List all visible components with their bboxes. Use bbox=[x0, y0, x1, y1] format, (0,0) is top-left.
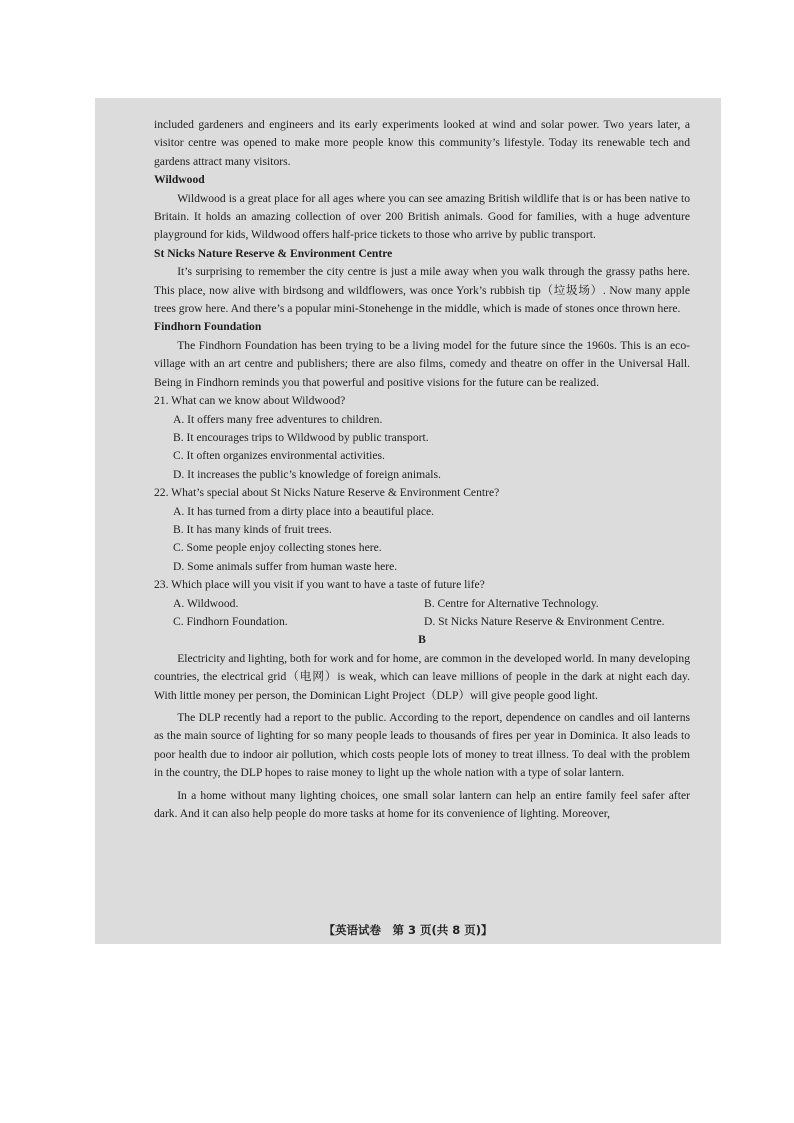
question-22-option-a: A. It has turned from a dirty place into a beautiful place. bbox=[173, 504, 435, 518]
page-footer: 【英语试卷 第 3 页(共 8 页)】 bbox=[323, 923, 493, 937]
wildwood-paragraph: Wildwood is a great place for all ages where you can see amazing British wildlife that is or has been native to Britain. It holds an amazing collection of over 200 British animals. Good for families, with a huge adventure playground for kids, Wildwood offers half-price tickets to those who arrive by public transport. bbox=[154, 191, 690, 242]
st-nicks-paragraph: It’s surprising to remember the city centre is just a mile away when you walk through the grassy paths here. This place, now alive with birdsong and wildflowers, was once York’s rubbish tip（垃圾场）. Now many apple trees grow here. And there’s a popular mini-Stonehenge in the middle, which is made of stones once thrown here. bbox=[154, 265, 690, 316]
question-21-option-a: A. It offers many free adventures to children. bbox=[173, 412, 383, 426]
passage-b-paragraph-2: The DLP recently had a report to the public. According to the report, dependence on candles and oil lanterns as the main source of lighting for so many people leads to thousands of fires per year in Dominica. It also leads to poor health due to indoor air pollution, which costs people lots of money to treat illness. To deal with the problem in the country, the DLP hopes to raise money to light up the whole nation with a type of solar lantern. bbox=[154, 711, 690, 780]
passage-b-paragraph-1: Electricity and lighting, both for work and for home, are common in the developed world. In many developing countries, the electrical grid（电网）is weak, which can leave millions of people in the dark at night each day. With little money per person, the Dominican Light Project（DLP）will give people good light. bbox=[154, 651, 690, 702]
findhorn-heading: Findhorn Foundation bbox=[154, 320, 262, 334]
question-23-option-a: A. Wildwood. bbox=[173, 596, 239, 610]
question-21-option-c: C. It often organizes environmental activities. bbox=[173, 449, 385, 463]
question-23-option-d: D. St Nicks Nature Reserve & Environment Centre. bbox=[424, 614, 665, 628]
question-21-stem: 21. What can we know about Wildwood? bbox=[154, 394, 346, 408]
exam-page bbox=[95, 98, 721, 944]
wildwood-heading: Wildwood bbox=[154, 173, 205, 187]
question-21-option-b: B. It encourages trips to Wildwood by public transport. bbox=[173, 430, 429, 444]
question-22-option-d: D. Some animals suffer from human waste here. bbox=[173, 559, 398, 573]
question-21-option-d: D. It increases the public’s knowledge of foreign animals. bbox=[173, 467, 441, 481]
question-23-option-c: C. Findhorn Foundation. bbox=[173, 614, 288, 628]
page-content bbox=[154, 116, 690, 823]
st-nicks-heading: St Nicks Nature Reserve & Environment Centre bbox=[154, 246, 393, 260]
section-b-heading: B bbox=[418, 633, 426, 647]
findhorn-paragraph: The Findhorn Foundation has been trying to be a living model for the future since the 1960s. This is an eco-village with an art centre and publishers; there are also films, comedy and theatre on offer in the Universal Hall. Being in Findhorn reminds you that powerful and positive visions for the future can be realized. bbox=[154, 338, 690, 389]
question-23-option-b: B. Centre for Alternative Technology. bbox=[424, 596, 599, 610]
question-23-options-row-2 bbox=[173, 613, 690, 631]
question-22-option-b: B. It has many kinds of fruit trees. bbox=[173, 522, 332, 536]
intro-continued-paragraph: included gardeners and engineers and its early experiments looked at wind and solar power. Two years later, a visitor centre was opened to make more people know this community’s lifestyle. Today its renewable tech and gardens attract many visitors. bbox=[154, 118, 690, 168]
question-23-stem: 23. Which place will you visit if you want to have a taste of future life? bbox=[154, 578, 485, 592]
question-22-stem: 22. What’s special about St Nicks Nature Reserve & Environment Centre? bbox=[154, 486, 500, 500]
question-22-option-c: C. Some people enjoy collecting stones here. bbox=[173, 541, 382, 555]
passage-b-paragraph-3: In a home without many lighting choices, one small solar lantern can help an entire family feel safer after dark. And it can also help people do more tasks at home for its convenience of lighting. Moreover, bbox=[154, 788, 690, 821]
question-23-options-row-1 bbox=[173, 595, 690, 613]
